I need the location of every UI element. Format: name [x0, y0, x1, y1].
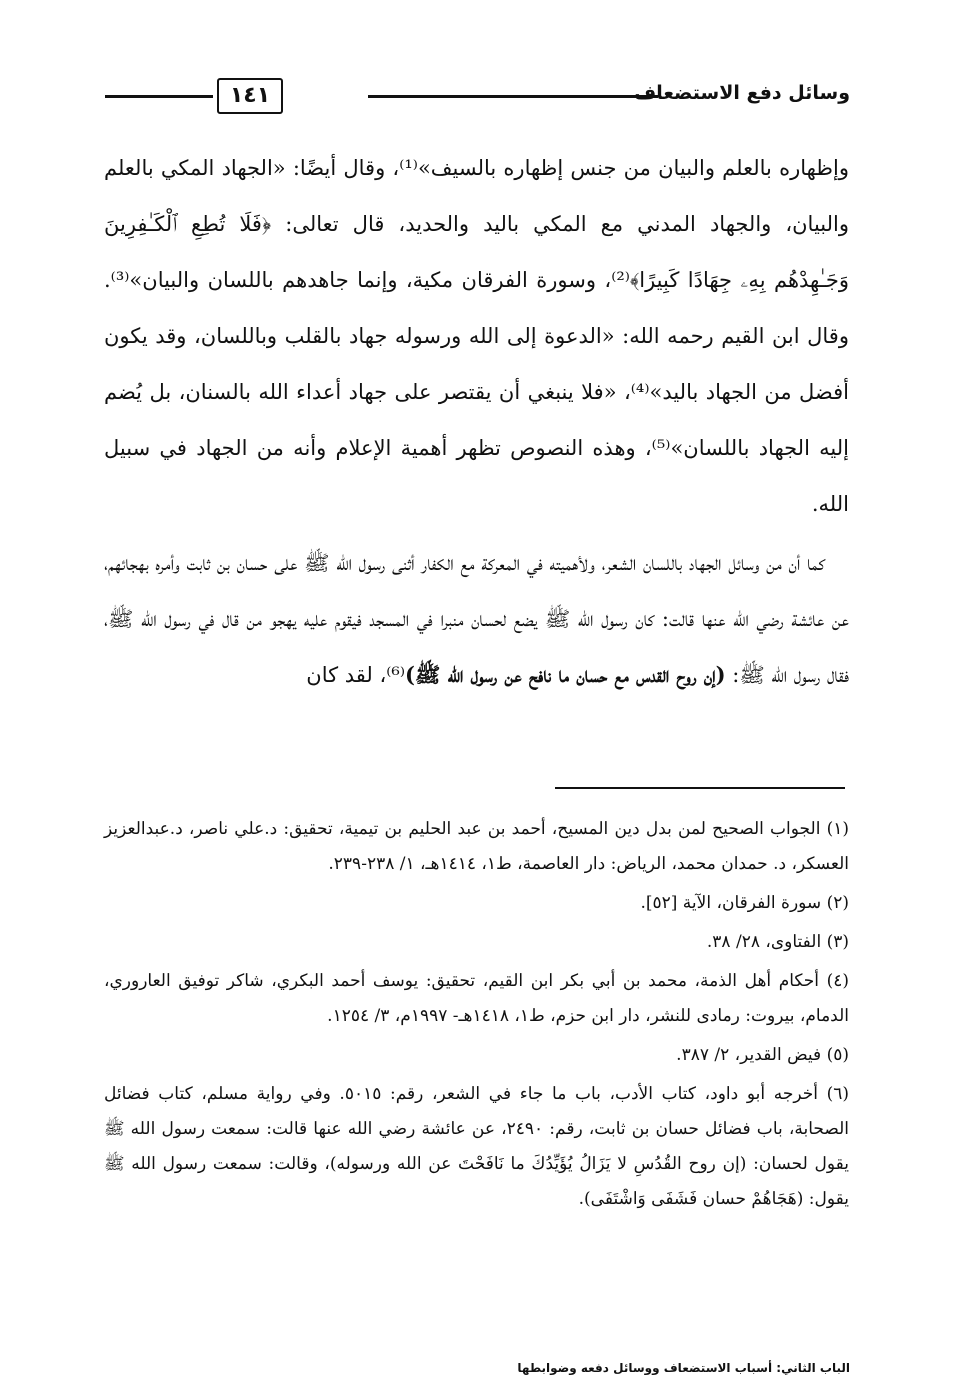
- footnote: (٣) الفتاوى، ٢٨/ ٣٨.: [706, 932, 849, 952]
- main-text: [104, 140, 849, 703]
- header-rule-left: [105, 95, 213, 98]
- footnote: (٤) أحكام أهل الذمة، محمد بن أبي بكر ابن القيم، تحقيق: يوسف أحمد البكري، شاكر توفيق العاروري، الدمام، بيروت: رمادى للنشر، دار ابن حزم، ط١، ١٤١٨هـ- ١٩٩٧م، ٣/ ١٢٥٤.: [104, 971, 849, 1026]
- footnote: (٢) سورة الفرقان، الآية [٥٢].: [640, 893, 849, 913]
- running-title: وسائل دفع الاستضعاف: [634, 82, 850, 104]
- footnote: (١) الجواب الصحيح لمن بدل دين المسيح، أحمد بن عبد الحليم بن تيمية، تحقيق: د.علي ناصر، د.عبدالعزيز العسكر، د. حمدان محمد، الرياض: دار العاصمة، ط١، ١٤١٤هـ، ١/ ٢٣٨-٢٣٩.: [104, 819, 849, 874]
- footnote: (٥) فيض القدير، ٢/ ٣٨٧.: [676, 1045, 849, 1065]
- paragraph-text: كما أن من وسائل الجهاد باللسان الشعر، ولأهميته في المعركة مع الكفار أثنى رسول الله ﷺ على حسان بن ثابت وأمره بهجائهم، عن عائشة رضي الله عنها قالت: كان رسول الله ﷺ يضع لحسان منبرا في المسجد فيقوم عليه يهجو من قال في رسول الله ﷺ، فقال رسول الله ﷺ:: [104, 551, 849, 687]
- paragraph-tail: ⁽⁶⁾، لقد كان: [306, 663, 406, 687]
- footnotes: [104, 812, 849, 1221]
- hadith-quote: (إن روح القدس مع حسان ما نافح عن رسول الله ﷺ): [405, 662, 726, 687]
- page-number: ١٤١: [217, 78, 283, 114]
- paragraph: [104, 535, 849, 703]
- page-footer: الباب الثاني: أسباب الاستضعاف ووسائل دفعه وضوابطها: [517, 1361, 850, 1375]
- footnote-separator: [555, 787, 845, 789]
- footnote: (٦) أخرجه أبو داود، كتاب الأدب، باب ما جاء في الشعر، رقم: ٥٠١٥. وفي رواية مسلم، كتاب فضائل الصحابة، باب فضائل حسان بن ثابت، رقم: ٢٤٩٠، عن عائشة رضي الله عنها قالت: سمعت رسول الله ﷺ يقول لحسان: (إن روح القُدُسِ لا يَزَالُ يُؤَيِّدُكَ ما نَافَحْتَ عن الله ورسوله)، وقالت: سمعت رسول الله ﷺ يقول: (هَجَاهُمْ حسان فَشَفَى وَاشْتَفَى).: [104, 1084, 849, 1209]
- header-rule-right: [368, 95, 658, 98]
- page-header: [105, 68, 850, 118]
- paragraph: وإظهاره بالعلم والبيان من جنس إظهاره بالسيف»⁽¹⁾، وقال أيضًا: «الجهاد المكي بالعلم والبيان، والجهاد المدني مع المكي باليد والحديد، قال تعالى: ﴿فَلَا تُطِعِ ٱلْكَـٰفِرِينَ وَجَـٰهِدْهُم بِهِۦ جِهَادًا كَبِيرًا﴾⁽²⁾، وسورة الفرقان مكية، وإنما جاهدهم باللسان والبيان»⁽³⁾. وقال ابن القيم رحمه الله: «الدعوة إلى الله ورسوله جهاد بالقلب وباللسان، وقد يكون أفضل من الجهاد باليد»⁽⁴⁾، «فلا ينبغي أن يقتصر على جهاد أعداء الله بالسنان، بل يُضم إليه الجهاد باللسان»⁽⁵⁾، وهذه النصوص تظهر أهمية الإعلام وأنه من الجهاد في سبيل الله.: [104, 156, 849, 516]
